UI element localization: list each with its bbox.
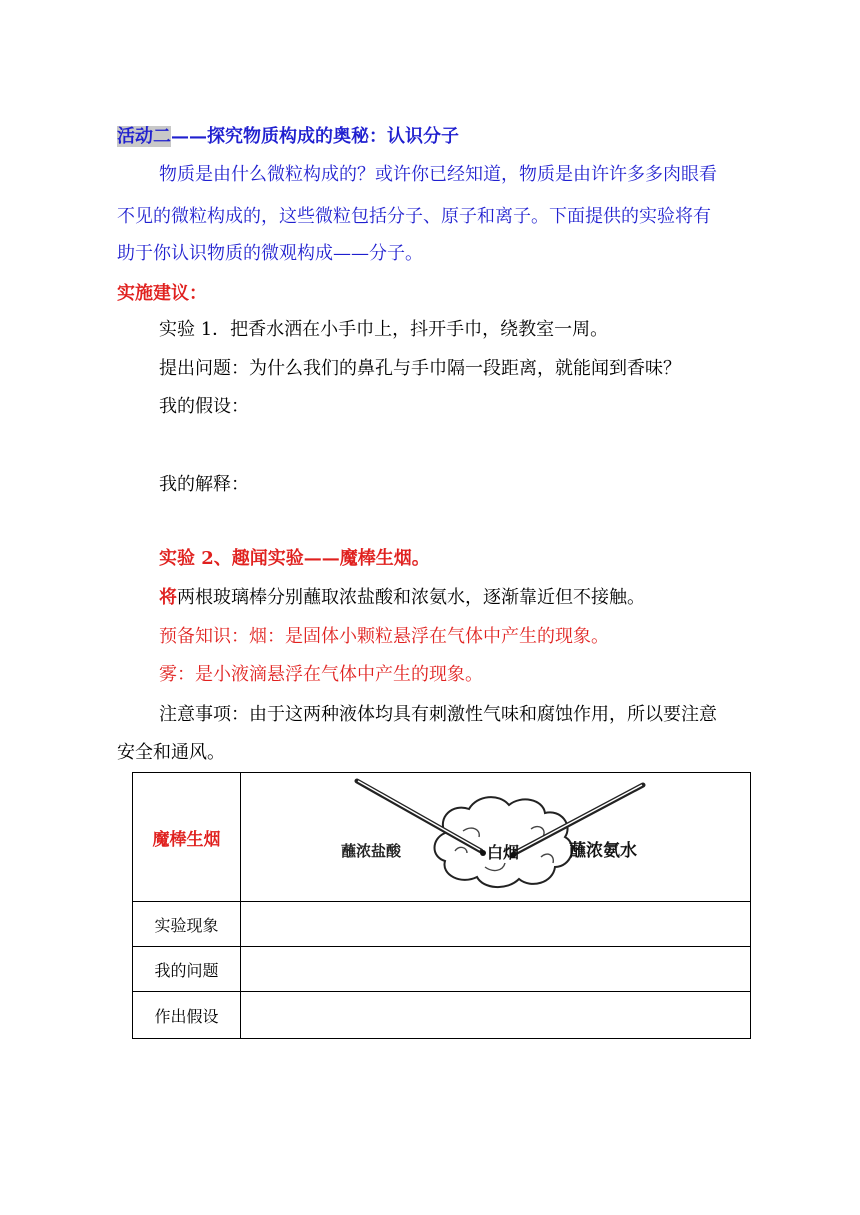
section-label: 实施建议： <box>117 283 207 304</box>
hypothesis-answer-cell[interactable] <box>241 992 751 1039</box>
experiment-table <box>132 772 751 1039</box>
row-label-phenomenon: 实验现象 <box>133 902 241 947</box>
exp1-explanation: 我的解释： <box>159 474 249 495</box>
exp2-note-line-1: 注意事项：由于这两种液体均具有刺激性气味和腐蚀作用，所以要注意 <box>159 704 717 725</box>
smoke-label: 白烟 <box>487 845 520 862</box>
intro-line-1: 物质是由什么微粒构成的？或许你已经知道，物质是由许许多多肉眼看 <box>159 164 717 185</box>
left-rod-tip <box>480 850 486 856</box>
intro-line-3: 助于你认识物质的微观构成——分子。 <box>117 243 423 264</box>
exp2-step <box>159 587 645 609</box>
exp2-note-line-2: 安全和通风。 <box>117 742 225 763</box>
magic-wand-smoke-illustration <box>241 773 751 901</box>
left-rod-label: 蘸浓盐酸 <box>341 843 402 860</box>
exp2-step-first-char: 将 <box>159 587 177 608</box>
table-title-cell: 魔棒生烟 <box>133 773 241 902</box>
exp1-description: 实验 1．把香水洒在小手巾上，抖开手巾，绕教室一周。 <box>159 319 609 340</box>
heading-rest: ——探究物质构成的奥秘：认识分子 <box>171 126 459 147</box>
exp2-prep-knowledge: 预备知识：烟：是固体小颗粒悬浮在气体中产生的现象。 <box>159 626 609 647</box>
intro-line-2: 不见的微粒构成的，这些微粒包括分子、原子和离子。下面提供的实验将有 <box>117 206 711 227</box>
exp2-step-rest: 两根玻璃棒分别蘸取浓盐酸和浓氨水，逐渐靠近但不接触。 <box>177 587 645 608</box>
heading-prefix: 活动二 <box>117 126 171 147</box>
exp1-question: 提出问题：为什么我们的鼻孔与手巾隔一段距离，就能闻到香味？ <box>159 358 681 379</box>
exp1-hypothesis: 我的假设： <box>159 396 249 417</box>
smoke-cloud-shape <box>435 797 573 887</box>
row-label-hypothesis: 作出假设 <box>133 992 241 1039</box>
exp2-fog-definition: 雾：是小液滴悬浮在气体中产生的现象。 <box>159 664 483 685</box>
activity-heading <box>117 126 459 148</box>
exp2-title: 实验 2、趣闻实验——魔棒生烟。 <box>159 548 430 569</box>
phenomenon-answer-cell[interactable] <box>241 902 751 947</box>
question-answer-cell[interactable] <box>241 947 751 992</box>
right-rod-label: 蘸浓氨水 <box>569 841 637 860</box>
illustration-cell <box>241 773 751 902</box>
row-label-question: 我的问题 <box>133 947 241 992</box>
